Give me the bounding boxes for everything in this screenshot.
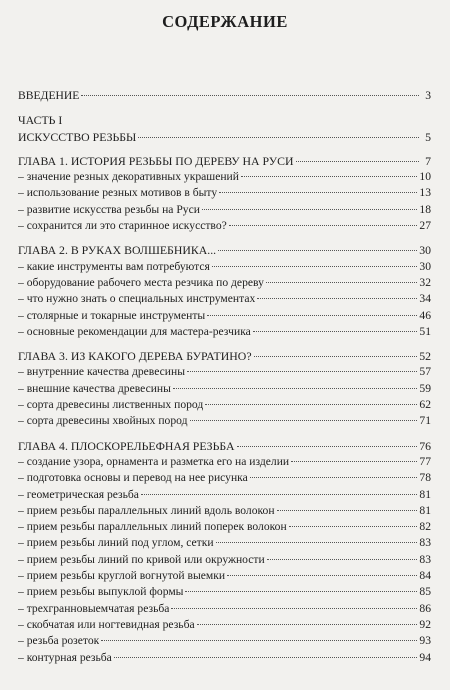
toc-page-number: 94 (419, 650, 431, 664)
dot-leader (205, 404, 417, 405)
toc-subentry-label: – внешние качества древесины (18, 381, 171, 395)
dot-leader (237, 446, 418, 447)
toc-subentry (18, 413, 431, 429)
toc-subentry-label: – сорта древесины хвойных пород (18, 414, 188, 428)
dot-leader (291, 461, 417, 462)
toc-chapter-4 (18, 438, 431, 454)
toc-subentry-label: – резьба розеток (18, 634, 100, 648)
toc-subentry (18, 275, 431, 291)
toc-chapter-label: ГЛАВА 3. ИЗ КАКОГО ДЕРЕВА БУРАТИНО? (18, 349, 252, 364)
dot-leader (289, 526, 418, 527)
toc-subentry (18, 202, 431, 218)
toc-subentry-label: – скобчатая или ногтевидная резьба (18, 617, 195, 631)
toc-page-number: 30 (419, 259, 431, 273)
toc-page-number: 7 (425, 153, 431, 168)
dot-leader (81, 95, 419, 96)
toc-subentry-label: – основные рекомендации для мастера-резчика (18, 324, 251, 338)
dot-leader (185, 591, 417, 592)
toc-chapter-label: ГЛАВА 4. ПЛОСКОРЕЛЬЕФНАЯ РЕЗЬБА (18, 438, 235, 453)
toc-subentry (18, 470, 431, 486)
toc-page-number: 13 (419, 186, 431, 200)
page-title: СОДЕРЖАНИЕ (162, 12, 288, 31)
dot-leader (266, 282, 418, 283)
toc-subentry (18, 364, 431, 380)
spacer (18, 234, 431, 242)
dot-leader (216, 542, 418, 543)
toc-page-number: 52 (419, 349, 431, 364)
toc-page-number: 27 (419, 219, 431, 233)
toc-subentry (18, 291, 431, 307)
toc-subentry (18, 519, 431, 535)
dot-leader (173, 388, 417, 389)
toc-page-number: 34 (419, 292, 431, 306)
dot-leader (212, 266, 418, 267)
toc-chapter-2 (18, 242, 431, 258)
toc-chapter-1 (18, 153, 431, 169)
toc-subentry-label: – сорта древесины лиственных пород (18, 398, 204, 412)
toc-subentry-label: – прием резьбы выпуклой формы (18, 585, 184, 599)
toc-page-number: 32 (419, 275, 431, 289)
toc-chapter-label: ГЛАВА 2. В РУКАХ ВОЛШЕБНИКА... (18, 243, 217, 258)
toc-subentry (18, 584, 431, 600)
dot-leader (190, 420, 418, 421)
toc-subentry-label: – прием резьбы параллельных линий вдоль волокон (18, 503, 275, 517)
toc-subentry-label: – создание узора, орнамента и разметка его на изделии (18, 454, 290, 468)
toc-page-number: 85 (419, 585, 431, 599)
toc-entry-intro (18, 88, 431, 104)
toc-subentry-label: – прием резьбы параллельных линий поперек волокон (18, 520, 287, 534)
toc-chapter-3 (18, 348, 431, 364)
toc-subentry (18, 169, 431, 185)
toc-page-number: 86 (419, 601, 431, 615)
toc-subentry (18, 552, 431, 568)
toc-page-number: 10 (419, 170, 431, 184)
toc-page-number: 81 (419, 503, 431, 517)
toc-entry-part1 (18, 129, 431, 145)
dot-leader (277, 510, 418, 511)
toc-subentry (18, 308, 431, 324)
toc-subentry (18, 397, 431, 413)
toc-chapter-label: ГЛАВА 1. ИСТОРИЯ РЕЗЬБЫ ПО ДЕРЕВУ НА РУСИ (18, 153, 294, 168)
toc-subentry (18, 185, 431, 201)
toc-subentry (18, 568, 431, 584)
dot-leader (254, 356, 418, 357)
toc-page-number: 3 (425, 89, 431, 102)
toc-page-number: 82 (419, 520, 431, 534)
toc-subentry-label: – прием резьбы круглой вогнутой выемки (18, 569, 226, 583)
toc-page-number: 77 (419, 454, 431, 468)
toc-subentry-label: – прием резьбы линий под углом, сетки (18, 536, 214, 550)
dot-leader (296, 161, 419, 162)
toc-page-number: 71 (419, 414, 431, 428)
toc-page-number: 81 (419, 487, 431, 501)
toc-subentry-label: – столярные и токарные инструменты (18, 308, 206, 322)
toc-subentry (18, 218, 431, 234)
toc-page-number: 83 (419, 536, 431, 550)
dot-leader (187, 371, 417, 372)
toc-page-number: 30 (419, 243, 431, 258)
dot-leader (101, 640, 417, 641)
toc-subentry-label: – использование резных мотивов в быту (18, 186, 218, 200)
toc-page-number: 76 (419, 438, 431, 453)
toc-subentry-label: – сохранится ли это старинное искусство? (18, 219, 227, 233)
dot-leader (219, 192, 417, 193)
toc-subentry (18, 259, 431, 275)
toc-subentry-label: – внутренние качества древесины (18, 365, 185, 379)
dot-leader (257, 298, 417, 299)
toc-subentry-label: – что нужно знать о специальных инструментах (18, 292, 256, 306)
spacer (18, 104, 431, 112)
toc-part-heading (18, 112, 431, 128)
dot-leader (227, 575, 417, 576)
toc-subentry (18, 487, 431, 503)
dot-leader (250, 477, 418, 478)
toc-subentry-label: – контурная резьба (18, 650, 112, 664)
dot-leader (218, 250, 417, 251)
toc-page-number: 51 (419, 324, 431, 338)
toc-subentry (18, 633, 431, 649)
toc-page-number: 83 (419, 552, 431, 566)
dot-leader (207, 315, 417, 316)
spacer (18, 145, 431, 153)
toc-page-number: 57 (419, 365, 431, 379)
dot-leader (138, 137, 419, 138)
toc-subentry (18, 503, 431, 519)
toc-subentry (18, 535, 431, 551)
toc-page-number: 93 (419, 634, 431, 648)
spacer (18, 340, 431, 348)
toc-subentry (18, 617, 431, 633)
toc-subentry-label: – значение резных декоративных украшений (18, 170, 239, 184)
dot-leader (241, 176, 417, 177)
toc-page-number: 59 (419, 381, 431, 395)
dot-leader (202, 209, 417, 210)
toc-part-number: ЧАСТЬ I (18, 113, 63, 128)
toc-subentry-label: – подготовка основы и перевод на нее рисунка (18, 471, 248, 485)
dot-leader (114, 657, 418, 658)
dot-leader (197, 624, 418, 625)
toc-page-number: 92 (419, 617, 431, 631)
table-of-contents (18, 88, 431, 666)
toc-subentry (18, 454, 431, 470)
toc-entry-label: ИСКУССТВО РЕЗЬБЫ (18, 129, 137, 144)
toc-subentry-label: – какие инструменты вам потребуются (18, 259, 210, 273)
toc-entry-label: ВВЕДЕНИЕ (18, 89, 80, 102)
spacer (18, 430, 431, 438)
toc-page-number: 18 (419, 202, 431, 216)
toc-page-number: 5 (425, 129, 431, 144)
dot-leader (229, 225, 418, 226)
toc-subentry-label: – геометрическая резьба (18, 487, 139, 501)
toc-page-number: 78 (419, 471, 431, 485)
toc-subentry-label: – развитие искусства резьбы на Руси (18, 202, 200, 216)
toc-subentry (18, 381, 431, 397)
dot-leader (253, 331, 418, 332)
toc-subentry-label: – трехгранновыемчатая резьба (18, 601, 170, 615)
toc-subentry (18, 324, 431, 340)
toc-subentry-label: – оборудование рабочего места резчика по дереву (18, 275, 264, 289)
dot-leader (171, 608, 417, 609)
toc-page-number: 46 (419, 308, 431, 322)
dot-leader (141, 494, 417, 495)
toc-subentry (18, 601, 431, 617)
toc-subentry (18, 650, 431, 666)
dot-leader (267, 559, 418, 560)
toc-page-number: 62 (419, 398, 431, 412)
toc-page-number: 84 (419, 569, 431, 583)
toc-subentry-label: – прием резьбы линий по кривой или окружности (18, 552, 265, 566)
